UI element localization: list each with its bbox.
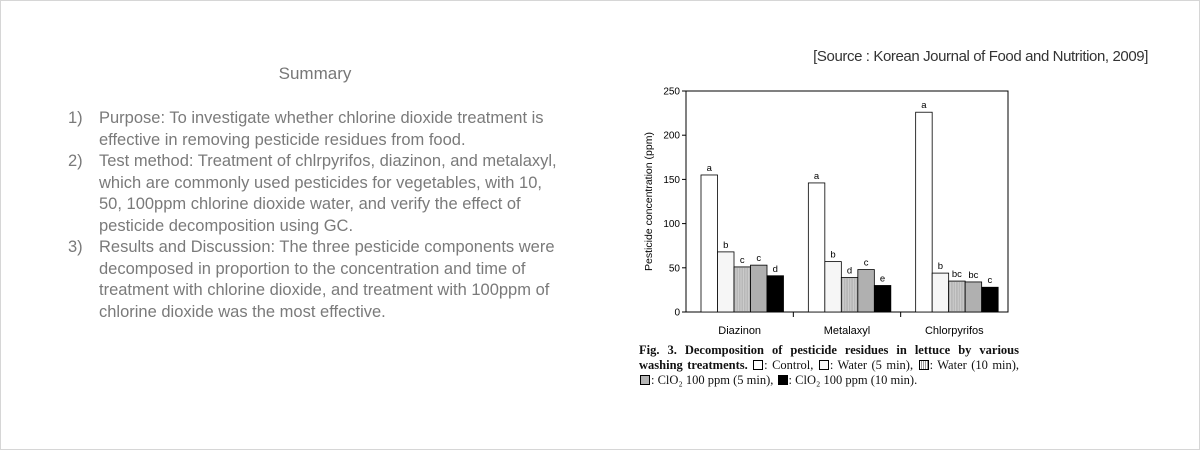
bar-significance-label: bc	[951, 269, 962, 281]
legend-swatch-water-5	[819, 360, 829, 370]
bar	[858, 270, 875, 312]
bar	[718, 252, 735, 312]
bar-significance-label: c	[739, 254, 745, 266]
bar-significance-label: a	[813, 170, 820, 182]
bar	[874, 285, 891, 312]
summary-item	[68, 108, 568, 151]
bar	[751, 265, 768, 312]
summary-item-number: 2)	[68, 152, 83, 170]
figure-caption	[639, 343, 1019, 388]
bar-significance-label: c	[863, 257, 869, 269]
bar-significance-label: a	[706, 162, 712, 174]
legend-label: : ClO₂ 100 ppm (10 min).	[788, 373, 918, 387]
summary-item-number: 3)	[68, 238, 83, 256]
y-tick-label: 100	[663, 219, 680, 231]
legend-label: : ClO₂ 100 ppm (5 min),	[651, 373, 774, 387]
bar	[825, 262, 842, 312]
bar	[734, 267, 751, 312]
bar	[808, 183, 825, 312]
bar-significance-label: a	[921, 100, 927, 112]
y-tick-label: 200	[663, 130, 680, 142]
source-citation: [Source : Korean Journal of Food and Nutrition, 2009]	[813, 48, 1148, 65]
bar-significance-label: b	[937, 261, 944, 273]
summary-item-number: 1)	[68, 109, 83, 127]
bar	[701, 175, 718, 312]
bar-significance-label: e	[879, 273, 886, 285]
caption-title: Fig. 3. Decomposition of pesticide residues in lettuce by various washing treatments.	[639, 343, 1019, 372]
bar-significance-label: b	[723, 239, 729, 251]
bar-significance-label: c	[987, 275, 993, 287]
bar	[982, 287, 999, 312]
y-tick-label: 250	[663, 86, 680, 98]
legend-label: : Control,	[764, 358, 814, 372]
summary-list	[68, 108, 568, 323]
summary-item-text: Purpose: To investigate whether chlorine dioxide treatment is effective in removing pesticide residues from food.	[99, 109, 544, 149]
x-tick-label: Metalaxyl	[823, 325, 871, 337]
summary-item	[68, 151, 568, 237]
bar	[916, 112, 933, 312]
legend-swatch-clo2-10	[778, 375, 788, 385]
bar	[841, 278, 858, 312]
legend-swatch-control	[753, 360, 763, 370]
bar-significance-label: bc	[968, 269, 979, 281]
legend-label: : Water (10 min),	[929, 358, 1020, 372]
bar-significance-label: b	[830, 249, 836, 261]
bar-significance-label: c	[756, 253, 762, 265]
y-tick-label: 0	[674, 307, 680, 319]
summary-item	[68, 237, 568, 323]
legend-swatch-water-10	[919, 360, 929, 370]
bar	[965, 282, 982, 312]
legend-swatch-clo2-5	[640, 375, 650, 385]
summary-title: Summary	[278, 64, 352, 83]
legend-label: : Water (5 min),	[829, 358, 914, 372]
summary-item-text: Results and Discussion: The three pesticide components were decomposed in proportion to the concentration and time of treatment with chlorine dioxide, and treatment with 100ppm of chlorine dioxide was the most effective.	[99, 238, 555, 321]
bar	[767, 276, 784, 312]
bar-significance-label: d	[772, 263, 778, 275]
y-axis-label: Pesticide concentration (ppm)	[643, 132, 655, 271]
summary-item-text: Test method: Treatment of chlrpyrifos, diazinon, and metalaxyl, which are commonly used pesticides for vegetables, with 10, 50, 100ppm chlorine dioxide water, and verify the effect of pesticide decomposition using GC.	[99, 152, 557, 235]
x-tick-label: Chlorpyrifos	[924, 325, 984, 337]
y-tick-label: 150	[663, 174, 680, 186]
bar-significance-label: d	[846, 265, 853, 277]
bar	[949, 281, 966, 312]
y-tick-label: 50	[668, 263, 680, 275]
bar-chart	[630, 80, 1010, 342]
x-tick-label: Diazinon	[718, 325, 762, 337]
bar	[932, 273, 949, 312]
